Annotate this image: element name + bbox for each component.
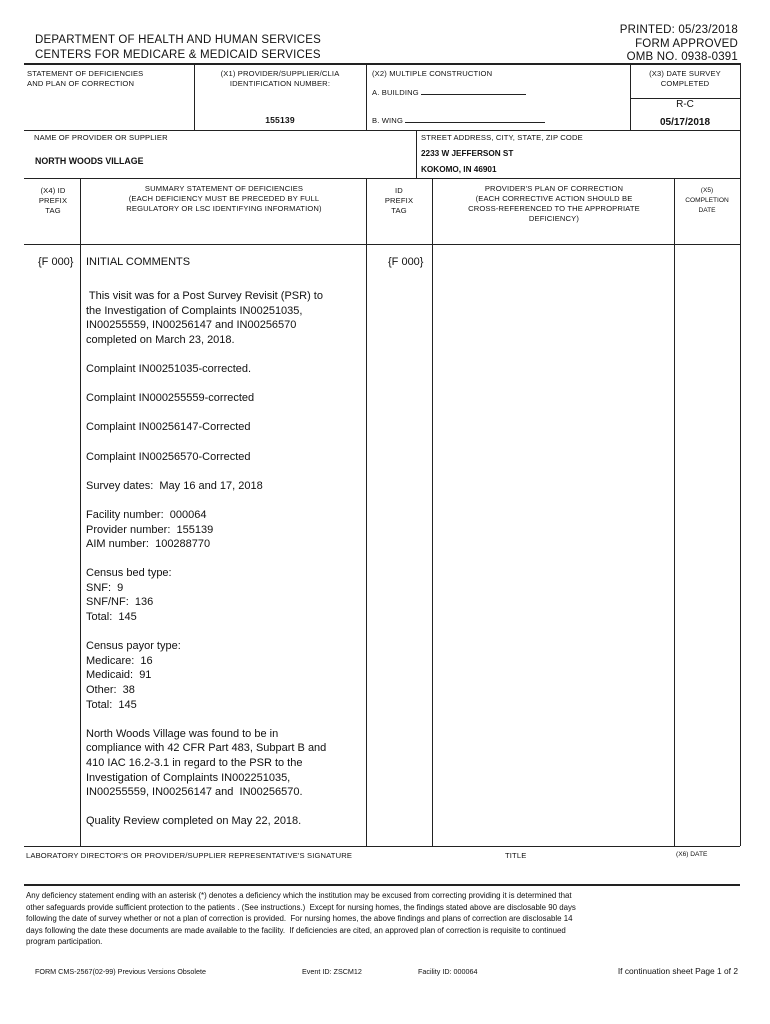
comment-line: Complaint IN00256147-Corrected <box>86 421 251 434</box>
department-name: DEPARTMENT OF HEALTH AND HUMAN SERVICES <box>35 34 321 46</box>
disclaimer-line: Any deficiency statement ending with an asterisk (*) denotes a deficiency which the institution may be excused from correcting providing it is determined that <box>26 891 572 900</box>
comment-line: Investigation of Complaints IN002251035, <box>86 771 291 784</box>
comment-line: Total: 145 <box>86 611 137 624</box>
agency-name: CENTERS FOR MEDICARE & MEDICAID SERVICES <box>35 49 321 61</box>
comment-line: Provider number: 155139 <box>86 523 214 536</box>
comment-line: IN00255559, IN00256147 and IN00256570. <box>86 786 303 799</box>
address-city: KOKOMO, IN 46901 <box>421 165 497 174</box>
comment-line: Complaint IN00251035-corrected. <box>86 362 252 375</box>
disclaimer-line: following the date of survey whether or not a plan of correction is provided. For nursing homes, the above findings and plans of correction are disclosable 14 <box>26 914 573 924</box>
provider-name: NORTH WOODS VILLAGE <box>35 156 144 166</box>
event-id: Event ID: ZSCM12 <box>302 967 362 976</box>
x2-building: A. BUILDING <box>372 85 526 98</box>
address-street: 2233 W JEFFERSON ST <box>421 149 514 158</box>
provider-label: NAME OF PROVIDER OR SUPPLIER <box>34 133 168 142</box>
comment-line: IN00255559, IN00256147 and IN00256570 <box>86 319 297 332</box>
omb-number: OMB NO. 0938-0391 <box>626 51 738 63</box>
col-divider-plan <box>674 178 675 846</box>
comment-line <box>86 377 364 392</box>
comment-line: This visit was for a Post Survey Revisit (PSR) to <box>86 290 323 302</box>
comment-line: Complaint IN000255559-corrected <box>86 392 255 405</box>
x4-header: (X4) ID PREFIX TAG <box>38 186 68 215</box>
x1-provider-number: 155139 <box>265 115 295 125</box>
comment-line: Census payor type: <box>86 640 181 653</box>
comment-line: Quality Review completed on May 22, 2018. <box>86 815 302 828</box>
col-divider-x4 <box>80 178 81 846</box>
comment-line <box>86 800 364 815</box>
form-approved: FORM APPROVED <box>635 38 738 50</box>
comment-line: Total: 145 <box>86 698 137 711</box>
row2-bottom-rule <box>24 178 740 179</box>
comment-line: Facility number: 000064 <box>86 508 207 521</box>
date-label: (X6) DATE <box>676 851 708 858</box>
comment-line <box>86 464 364 479</box>
x5-header: (X5) COMPLETION DATE <box>685 187 729 214</box>
disclaimer-line: other safeguards provide sufficient protection to the patients . (See instructions.) Except for nursing homes, the findings stated above are disclosable 90 days <box>26 902 576 912</box>
comments-body <box>86 289 364 829</box>
comment-line: SNF: 9 <box>86 581 124 594</box>
comment-line: SNF/NF: 136 <box>86 596 154 609</box>
frame-right-top <box>740 63 741 178</box>
left-tag: {F 000} <box>38 256 74 268</box>
row1-divider-1 <box>194 63 195 130</box>
comment-line: compliance with 42 CFR Part 483, Subpart B and <box>86 742 327 755</box>
comment-line <box>86 712 364 727</box>
title-label: TITLE <box>505 851 527 860</box>
signature-bottom-rule <box>24 884 740 886</box>
comment-line <box>86 493 364 508</box>
comment-line <box>86 552 364 567</box>
id-header: ID PREFIX TAG <box>384 186 414 215</box>
x3-rc: R-C <box>676 99 694 110</box>
row1-divider-2 <box>366 63 367 130</box>
x3-label: (X3) DATE SURVEY COMPLETED <box>649 69 721 88</box>
x3-survey-date: 05/17/2018 <box>659 117 711 128</box>
comment-line: North Woods Village was found to be in <box>86 727 279 740</box>
disclaimer <box>26 890 576 948</box>
right-tag: {F 000} <box>388 256 424 268</box>
comment-line: Survey dates: May 16 and 17, 2018 <box>86 479 263 492</box>
comment-line: Medicaid: 91 <box>86 669 152 682</box>
frame-right-body <box>740 178 741 846</box>
printed-date: PRINTED: 05/23/2018 <box>619 24 738 36</box>
row1-divider-3 <box>630 63 631 130</box>
summary-header: SUMMARY STATEMENT OF DEFICIENCIES (EACH DEFICIENCY MUST BE PRECEDED BY FULL REGULATORY OR LSC IDENTIFYING INFORMATION) <box>126 184 322 213</box>
frame-top-rule <box>24 63 740 65</box>
initial-comments-heading: INITIAL COMMENTS <box>86 256 191 268</box>
comment-line <box>86 435 364 450</box>
comment-line: AIM number: 100288770 <box>86 538 211 551</box>
comment-line: the Investigation of Complaints IN00251035, <box>86 304 303 317</box>
content-bottom-rule <box>24 846 740 847</box>
column-header-bottom-rule <box>24 244 740 245</box>
comment-line: Complaint IN00256570-Corrected <box>86 450 251 463</box>
x1-label: (X1) PROVIDER/SUPPLIER/CLIA IDENTIFICATION NUMBER: <box>220 69 340 88</box>
x2-label: (X2) MULTIPLE CONSTRUCTION <box>372 69 493 78</box>
wing-blank <box>405 113 545 123</box>
facility-id: Facility ID: 000064 <box>418 967 478 976</box>
comment-line: completed on March 23, 2018. <box>86 333 235 346</box>
col-divider-summary <box>366 178 367 846</box>
row2-divider <box>416 130 417 178</box>
statement-label: STATEMENT OF DEFICIENCIES AND PLAN OF CORRECTION <box>27 69 144 88</box>
comment-line: Census bed type: <box>86 567 172 580</box>
x2-wing: B. WING <box>372 113 545 126</box>
disclaimer-line: days following the date these documents are made available to the facility. If deficiencies are cited, an approved plan of correction is requisite to continued <box>26 925 566 935</box>
plan-header: PROVIDER'S PLAN OF CORRECTION (EACH CORRECTIVE ACTION SHOULD BE CROSS-REFERENCED TO THE APPROPRIATE DEFICIENCY) <box>468 184 640 223</box>
disclaimer-line: program participation. <box>26 937 103 947</box>
comment-line <box>86 406 364 421</box>
signature-label: LABORATORY DIRECTOR'S OR PROVIDER/SUPPLIER REPRESENTATIVE'S SIGNATURE <box>26 851 353 860</box>
col-divider-id <box>432 178 433 846</box>
continuation-sheet: If continuation sheet Page 1 of 2 <box>617 966 738 976</box>
row1-bottom-rule <box>24 130 740 131</box>
building-blank <box>421 85 526 95</box>
comment-line <box>86 347 364 362</box>
comment-line: Other: 38 <box>86 684 135 697</box>
address-label: STREET ADDRESS, CITY, STATE, ZIP CODE <box>421 133 583 142</box>
comment-line: Medicare: 16 <box>86 654 153 667</box>
comment-line: 410 IAC 16.2-3.1 in regard to the PSR to the <box>86 757 303 769</box>
form-number: FORM CMS-2567(02-99) Previous Versions Obsolete <box>35 967 206 976</box>
comment-line <box>86 625 364 640</box>
